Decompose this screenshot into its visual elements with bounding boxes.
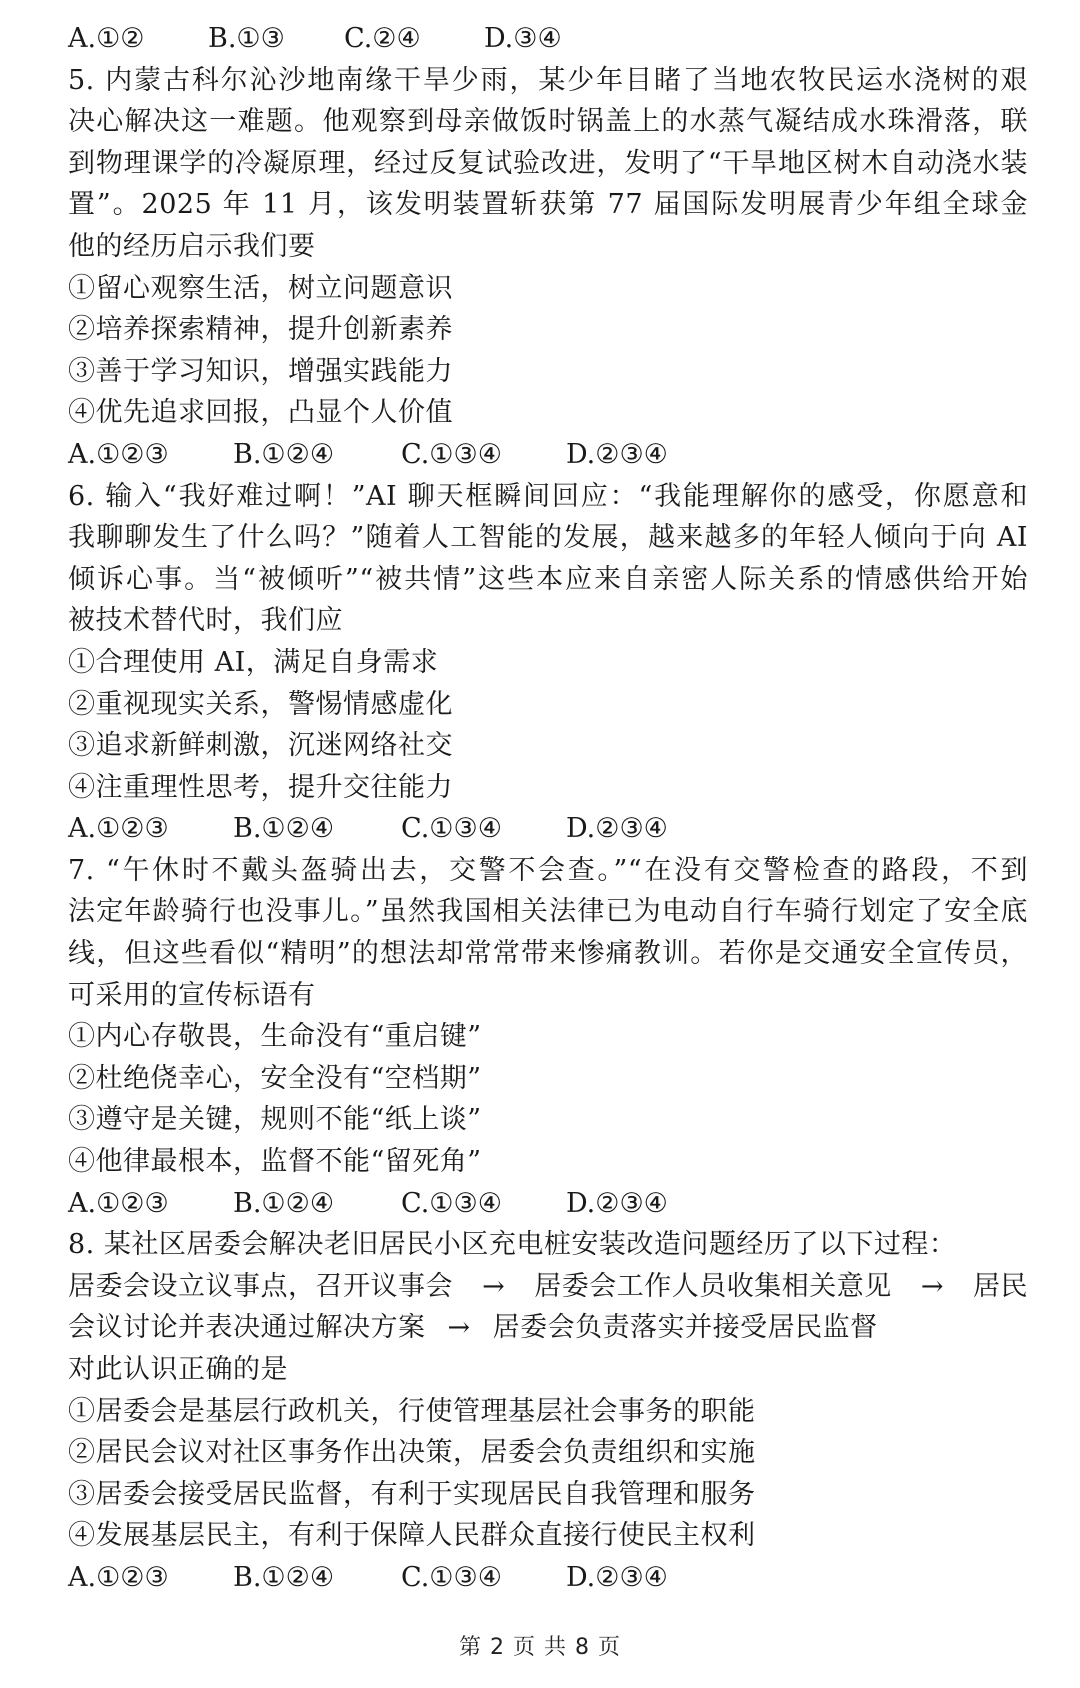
q8-flow-arrow: → (482, 1270, 506, 1302)
q8-option-a: A.①②③ (68, 1561, 169, 1593)
q8-options (68, 1557, 1028, 1599)
q7-option-b: B.①②④ (233, 1187, 335, 1219)
page-number-footer: 第 2 页 共 8 页 (459, 1635, 621, 1660)
q7-stem-line: 线，但这些看似“精明”的想法却常常带来惨痛教训。若你是交通安全宣传员， (68, 938, 1028, 970)
q6-option-d: D.②③④ (566, 813, 668, 845)
q5-stem-line: 到物理课学的冷凝原理，经过反复试验改进，发明了“干旱地区树木自动浇水装 (68, 147, 1028, 179)
q5-option-b: B.①②④ (233, 438, 335, 470)
q8-flow-arrow: → (920, 1270, 944, 1302)
q8-flow-step: 居民 (973, 1270, 1028, 1302)
q7-option-a: A.①②③ (68, 1187, 169, 1219)
question-8 (68, 1224, 1028, 1598)
q8-flow-step: 居委会工作人员收集相关意见 (534, 1270, 892, 1302)
q8-option-b: B.①②④ (233, 1561, 335, 1593)
q8-flow-step: 居委会负责落实并接受居民监督 (492, 1312, 878, 1344)
q7-item: ③遵守是关键，规则不能“纸上谈” (68, 1104, 482, 1136)
q8-flow-step: 居委会设立议事点，召开议事会 (68, 1270, 453, 1302)
q7-item: ④他律最根本，监督不能“留死角” (68, 1146, 482, 1178)
q4-option-d: D.③④ (484, 23, 562, 54)
q8-option-d: D.②③④ (566, 1561, 668, 1593)
q6-item: ④注重理性思考，提升交往能力 (68, 771, 453, 803)
q6-item: ①合理使用 AI，满足自身需求 (68, 646, 439, 678)
question-5 (68, 60, 1028, 476)
q5-stem-line: 5. 内蒙古科尔沁沙地南缘干旱少雨，某少年目睹了当地农牧民运水浇树的艰 (68, 64, 1028, 96)
q6-option-a: A.①②③ (68, 813, 169, 845)
q6-item: ③追求新鲜刺激，沉迷网络社交 (68, 730, 453, 762)
q6-item: ②重视现实关系，警惕情感虚化 (68, 688, 453, 720)
q5-item: ②培养探索精神，提升创新素养 (68, 314, 453, 346)
q5-stem-line: 决心解决这一难题。他观察到母亲做饭时锅盖上的水蒸气凝结成水珠滑落，联 (68, 106, 1028, 138)
q8-flow-step: 会议讨论并表决通过解决方案 (68, 1312, 426, 1344)
q5-options (68, 434, 1028, 476)
q8-item: ②居民会议对社区事务作出决策，居委会负责组织和实施 (68, 1437, 756, 1469)
q7-item: ②杜绝侥幸心，安全没有“空档期” (68, 1062, 482, 1094)
q5-item: ③善于学习知识，增强实践能力 (68, 355, 453, 387)
q5-option-c: C.①③④ (401, 438, 502, 470)
q5-item: ①留心观察生活，树立问题意识 (68, 272, 453, 304)
q5-stem-line: 置”。2025 年 11 月，该发明装置斩获第 77 届国际发明展青少年组全球金 (68, 189, 1028, 221)
q6-option-b: B.①②④ (233, 813, 335, 845)
q7-option-d: D.②③④ (566, 1187, 668, 1219)
q7-option-c: C.①③④ (401, 1187, 502, 1219)
q8-flow-line (68, 1266, 1028, 1308)
q7-item: ①内心存敬畏，生命没有“重启键” (68, 1021, 482, 1053)
q4-option-b: B.①③ (208, 23, 285, 54)
question-7 (68, 850, 1028, 1224)
q6-options (68, 808, 1028, 850)
q4-option-a: A.①② (68, 23, 145, 54)
q5-stem-line: 他的经历启示我们要 (68, 230, 316, 262)
q8-item: ④发展基层民主，有利于保障人民群众直接行使民主权利 (68, 1520, 756, 1552)
q7-stem-line: 法定年龄骑行也没事儿。”虽然我国相关法律已为电动自行车骑行划定了安全底 (68, 896, 1028, 928)
q6-stem-line: 倾诉心事。当“被倾听”“被共情”这些本应来自亲密人际关系的情感供给开始 (68, 563, 1028, 595)
question-6 (68, 476, 1028, 850)
q7-options (68, 1183, 1028, 1225)
q8-item: ③居委会接受居民监督，有利于实现居民自我管理和服务 (68, 1478, 756, 1510)
q4-option-c: C.②④ (344, 23, 421, 54)
q5-option-a: A.①②③ (68, 438, 169, 470)
q8-option-c: C.①③④ (401, 1561, 502, 1593)
q5-item: ④优先追求回报，凸显个人价值 (68, 397, 453, 429)
q7-stem-line: 可采用的宣传标语有 (68, 979, 316, 1011)
exam-page (68, 18, 1028, 1599)
q6-stem-line: 6. 输入“我好难过啊！”AI 聊天框瞬间回应：“我能理解你的感受，你愿意和 (68, 480, 1028, 512)
q5-option-d: D.②③④ (566, 438, 668, 470)
q8-item: ①居委会是基层行政机关，行使管理基层社会事务的职能 (68, 1395, 756, 1427)
q6-stem-line: 被技术替代时，我们应 (68, 605, 343, 637)
q7-stem-line: 7. “午休时不戴头盔骑出去，交警不会查。”“在没有交警检查的路段，不到 (68, 854, 1028, 886)
q8-stem-line: 8. 某社区居委会解决老旧居民小区充电桩安装改造问题经历了以下过程： (68, 1229, 957, 1261)
q8-flow-arrow: → (447, 1312, 471, 1344)
q8-flow-line (68, 1307, 1028, 1349)
q6-stem-line: 我聊聊发生了什么吗？”随着人工智能的发展，越来越多的年轻人倾向于向 AI (68, 522, 1028, 554)
q4-options (68, 18, 1028, 60)
q8-stem-line: 对此认识正确的是 (68, 1354, 288, 1385)
q6-option-c: C.①③④ (401, 813, 502, 845)
